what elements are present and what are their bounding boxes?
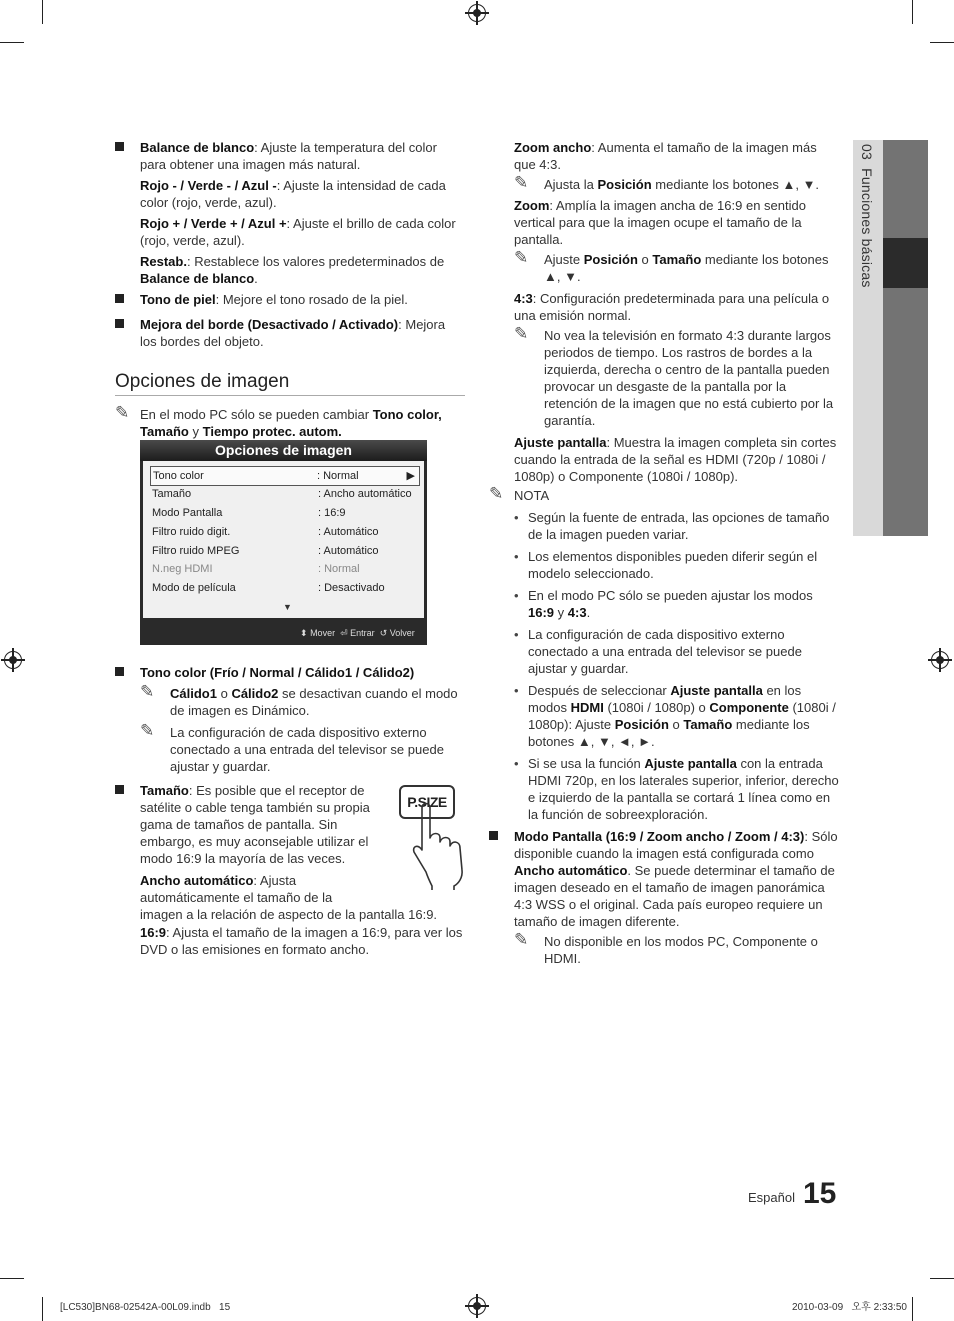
psize-button-icon: P.SIZE: [399, 785, 455, 819]
modo-pantalla-item: Modo Pantalla (16:9 / Zoom ancho / Zoom / 4:3): Sólo disponible cuando la imagen está configurada como Ancho automático. Se puede determinar el tamaño de imagen deseado en el tamaño de imagen panorámica 4:3 WSS o el original. Cada país europeo requiere un tamaño de imagen diferente. ✎ No disponible en los modos PC, Componente o HDMI.: [489, 828, 839, 967]
page-language: Español: [748, 1190, 795, 1205]
note-pencil-icon: ✎: [514, 248, 529, 267]
tono-color-note: ✎ Cálido1 o Cálido2 se desactivan cuando el modo de imagen es Dinámico.: [140, 682, 458, 718]
menu-footer: ⬍ Mover ⏎ Entrar ↺ Volver: [300, 628, 415, 638]
move-updown-icon: ⬍: [300, 628, 308, 638]
note-pencil-icon: ✎: [140, 721, 155, 740]
tono-color-item: Tono color (Frío / Normal / Cálido1 / Cálido2) ✎ Cálido1 o Cálido2 se desactivan cuando el modo de imagen es Dinámico. ✎ La configuración de cada dispositivo externo conectado a una entrada del televisor se puede ajustar y guardar.: [115, 664, 465, 775]
menu-row[interactable]: Modo Pantalla : 16:9: [152, 507, 346, 519]
crop-mark: [930, 1278, 954, 1279]
modo-note: ✎ No disponible en los modos PC, Componente o HDMI.: [514, 930, 818, 966]
pc-note: ✎ En el modo PC sólo se pueden cambiar Tono color, Tamaño y Tiempo protec. autom.: [115, 403, 442, 439]
crop-mark: [912, 1297, 913, 1321]
menu-row: N.neg HDMI : Normal: [152, 563, 360, 575]
crop-mark: [42, 1297, 43, 1321]
crop-mark: [912, 0, 913, 24]
list-item: • Según la fuente de entrada, las opciones de tamaño de la imagen pueden variar.: [514, 509, 839, 543]
nota-header: ✎ NOTA: [489, 484, 550, 503]
section-heading: Opciones de imagen: [115, 373, 465, 396]
note-pencil-icon: ✎: [514, 324, 529, 343]
hand-pointer-icon: [410, 800, 470, 890]
crop-mark: [930, 42, 954, 43]
list-item: • En el modo PC sólo se pueden ajustar los modos 16:9 y 4:3.: [514, 587, 839, 621]
r43-note: ✎ No vea la televisión en formato 4:3 durante largos periodos de tiempo. Los rastros de bordes a la izquierda, derecha o centro de la pantalla pueden provocar un desgaste de la pantalla por la retención de la imagen que no está cubierto por la garantía.: [514, 324, 834, 428]
arrow-right-icon: ▶: [406, 470, 415, 482]
page-number: 15: [803, 1177, 837, 1210]
menu-title: Opciones de imagen: [140, 440, 427, 461]
print-date: 2010-03-09 오후 2:33:50: [792, 1302, 907, 1313]
side-tab-label: 03 Funciones básicas: [859, 144, 875, 288]
left-column: [115, 139, 465, 440]
right-column-notes: [489, 484, 839, 967]
tamano-item: Tamaño: Es posible que el receptor de satélite o cable tenga también su propia gama de tamaños de pantalla. Sin embargo, es muy aconsejable utilizar el modo 16:9 la mayoría de las veces. Ancho automático: Ajusta automáticamente el tamaño de la imagen a la relación de aspecto de la pantalla 16:9. 16:9: Ajusta el tamaño de la imagen a 16:9, para ver los DVD o las emisiones en formato ancho.: [115, 782, 465, 958]
registration-mark-icon: [468, 1297, 486, 1315]
note-pencil-icon: ✎: [514, 930, 529, 949]
registration-mark-icon: [931, 651, 949, 669]
menu-row[interactable]: Tamaño : Ancho automático: [152, 488, 412, 500]
zoom-ancho-note: ✎ Ajusta la Posición mediante los botones ▲, ▼.: [514, 173, 820, 192]
nota-list: [489, 509, 839, 823]
side-tab-marker: [883, 238, 928, 288]
side-tab-band: [883, 140, 928, 536]
enter-icon: ⏎: [340, 628, 348, 638]
note-pencil-icon: ✎: [489, 484, 504, 503]
list-item: • La configuración de cada dispositivo externo conectado a una entrada del televisor se puede ajustar y guardar.: [514, 626, 839, 677]
picture-options-menu: [140, 440, 427, 645]
crop-mark: [0, 1278, 24, 1279]
scroll-down-icon[interactable]: ▼: [283, 602, 292, 612]
mejora-borde-item: Mejora del borde (Desactivado / Activado): Mejora los bordes del objeto.: [115, 316, 465, 350]
menu-row[interactable]: Filtro ruido digit. : Automático: [152, 526, 379, 538]
note-pencil-icon: ✎: [140, 682, 155, 701]
registration-mark-icon: [468, 4, 486, 22]
crop-mark: [42, 0, 43, 24]
balance-item: Balance de blanco: Ajuste la temperatura del color para obtener una imagen más natural. Rojo - / Verde - / Azul -: Ajuste la intensidad de cada color (rojo, verde, azul). Rojo + / Verde + / Azul +: Ajuste el brillo de cada color (rojo, verde, azul). Restab.: Restablece los valores predeterminados de Balance de blanco.: [115, 139, 465, 287]
menu-row[interactable]: Filtro ruido MPEG : Automático: [152, 545, 379, 557]
menu-body: [143, 461, 424, 618]
note-pencil-icon: ✎: [514, 173, 529, 192]
file-info: [LC530]BN68-02542A-00L09.indb 15: [60, 1302, 231, 1313]
menu-row[interactable]: Modo de película : Desactivado: [152, 582, 385, 594]
zoom-note: ✎ Ajuste Posición o Tamaño mediante los botones ▲, ▼.: [514, 248, 829, 284]
menu-row[interactable]: Tono color : Normal ▶: [150, 466, 420, 486]
registration-mark-icon: [4, 651, 22, 669]
crop-mark: [0, 42, 24, 43]
list-item: • Si se usa la función Ajuste pantalla con la entrada HDMI 720p, en los laterales superior, inferior, derecho e izquierdo de la pantalla se cortará 1 línea como en la función de sobreexploración.: [514, 755, 839, 823]
right-column: Zoom ancho: Aumenta el tamaño de la imagen más que 4:3. ✎ Ajusta la Posición mediante los botones ▲, ▼. Zoom: Amplía la imagen ancha de 16:9 en sentido vertical para que la imagen ocupe el tamaño de la pantalla. ✎ Ajuste Posición o Tamaño mediante los botones ▲, ▼. 4:3: Configuración predeterminada para una película o una emisión normal. ✎ No vea la televisión en formato 4:3 durante largos periodos de tiempo. Los rastros de bordes a la izquierda, derecha o centro de la pantalla pueden provocar un desgaste de la pantalla por la retención de la imagen que no está cubierto por la garantía. Ajuste pantalla: Muestra la imagen completa sin cortes cuando la entrada de la señal es HDMI (720p / 1080i / 1080p) o Componente (1080i / 1080p).: [514, 140, 837, 484]
tono-color-note: ✎ La configuración de cada dispositivo externo conectado a una entrada del televisor se puede ajustar y guardar.: [140, 721, 444, 774]
list-item: • Después de seleccionar Ajuste pantalla en los modos HDMI (1080i / 1080p) o Componente (1080i / 1080p): Ajuste Posición o Tamaño mediante los botones ▲, ▼, ◄, ►.: [514, 682, 839, 750]
tono-piel-item: Tono de piel: Mejore el tono rosado de la piel.: [115, 291, 465, 308]
list-item: • Los elementos disponibles pueden diferir según el modelo seleccionado.: [514, 548, 839, 582]
return-icon: ↺: [379, 628, 388, 638]
note-pencil-icon: ✎: [115, 403, 130, 422]
